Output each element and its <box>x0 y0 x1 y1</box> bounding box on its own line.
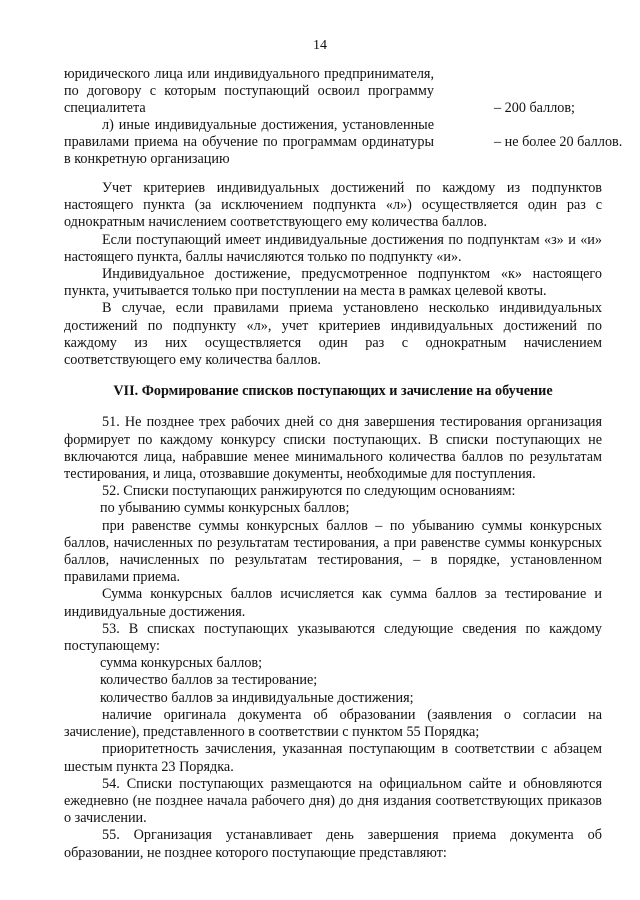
clause-54: 54. Списки поступающих размещаются на официальном сайте и обновляются ежедневно (не позднее начала рабочего дня) до дня издания соответствующих приказов о зачислении. <box>64 775 602 827</box>
list-item: количество баллов за индивидуальные достижения; <box>100 689 414 706</box>
paragraph: Учет критериев индивидуальных достижений по каждому из подпунктов настоящего пункта (за исключением подпункта «л») осуществляется один раз с однократным начислением соответствующего ему количества баллов. <box>64 180 602 231</box>
subitem-l-row <box>64 117 624 168</box>
section-heading: VII. Формирование списков поступающих и зачисление на обучение <box>113 383 553 400</box>
document-body <box>64 180 602 862</box>
clause-52: 52. Списки поступающих ранжируются по следующим основаниям: <box>102 483 516 500</box>
list-item: при равенстве суммы конкурсных баллов – по убыванию суммы конкурсных баллов, начисленных по результатам тестирования, а при равенстве суммы конкурсных баллов, начисленных по результатам тестирования, – в порядке, установленном правилами приема. <box>64 517 602 586</box>
subitem-k-text: юридического лица или индивидуального предпринимателя, по договору с которым поступающий освоил программу специалитета <box>64 66 434 116</box>
subitem-k-row <box>64 66 624 117</box>
subitem-l-points: – не более 20 баллов. <box>494 134 623 150</box>
clause-55: 55. Организация устанавливает день завершения приема документа об образовании, не позднее которого поступающие представляют: <box>64 827 602 861</box>
list-item: по убыванию суммы конкурсных баллов; <box>100 500 350 517</box>
list-item: наличие оригинала документа об образовании (заявления о согласии на зачисление), представленного в соответствии с пунктом 55 Порядка; <box>64 706 602 741</box>
clause-51: 51. Не позднее трех рабочих дней со дня завершения тестирования организация формирует по каждому конкурсу списки поступающих. В списки поступающих не включаются лица, набравшие менее минимального количества баллов по результатам тестирования, и лица, отозвавшие документы, необходимые для поступления. <box>64 414 602 483</box>
paragraph: Если поступающий имеет индивидуальные достижения по подпунктам «з» и «и» настоящего пункта, баллы начисляются только по подпункту «и». <box>64 231 602 265</box>
list-item: приоритетность зачисления, указанная поступающим в соответствии с абзацем шестым пункта 23 Порядка. <box>64 741 602 775</box>
paragraph: Индивидуальное достижение, предусмотренное подпунктом «к» настоящего пункта, учитывается только при поступлении на места в рамках целевой квоты. <box>64 266 602 300</box>
paragraph: Сумма конкурсных баллов исчисляется как сумма баллов за тестирование и индивидуальные достижения. <box>64 586 602 620</box>
achievements-list-tail <box>64 66 624 168</box>
subitem-l-text: л) иные индивидуальные достижения, установленные правилами приема на обучение по программам ординатуры в конкретную организацию <box>64 117 434 167</box>
list-item: сумма конкурсных баллов; <box>100 655 263 672</box>
page-number: 14 <box>313 38 327 53</box>
subitem-k-points: – 200 баллов; <box>494 100 576 116</box>
clause-53: 53. В списках поступающих указываются следующие сведения по каждому поступающему: <box>64 620 602 655</box>
paragraph: В случае, если правилами приема установлено несколько индивидуальных достижений по подпункту «л», учет критериев индивидуальных достижений по каждому из них осуществляется один раз с однократным начислением соответствующего ему количества баллов. <box>64 300 602 369</box>
list-item: количество баллов за тестирование; <box>100 672 318 689</box>
